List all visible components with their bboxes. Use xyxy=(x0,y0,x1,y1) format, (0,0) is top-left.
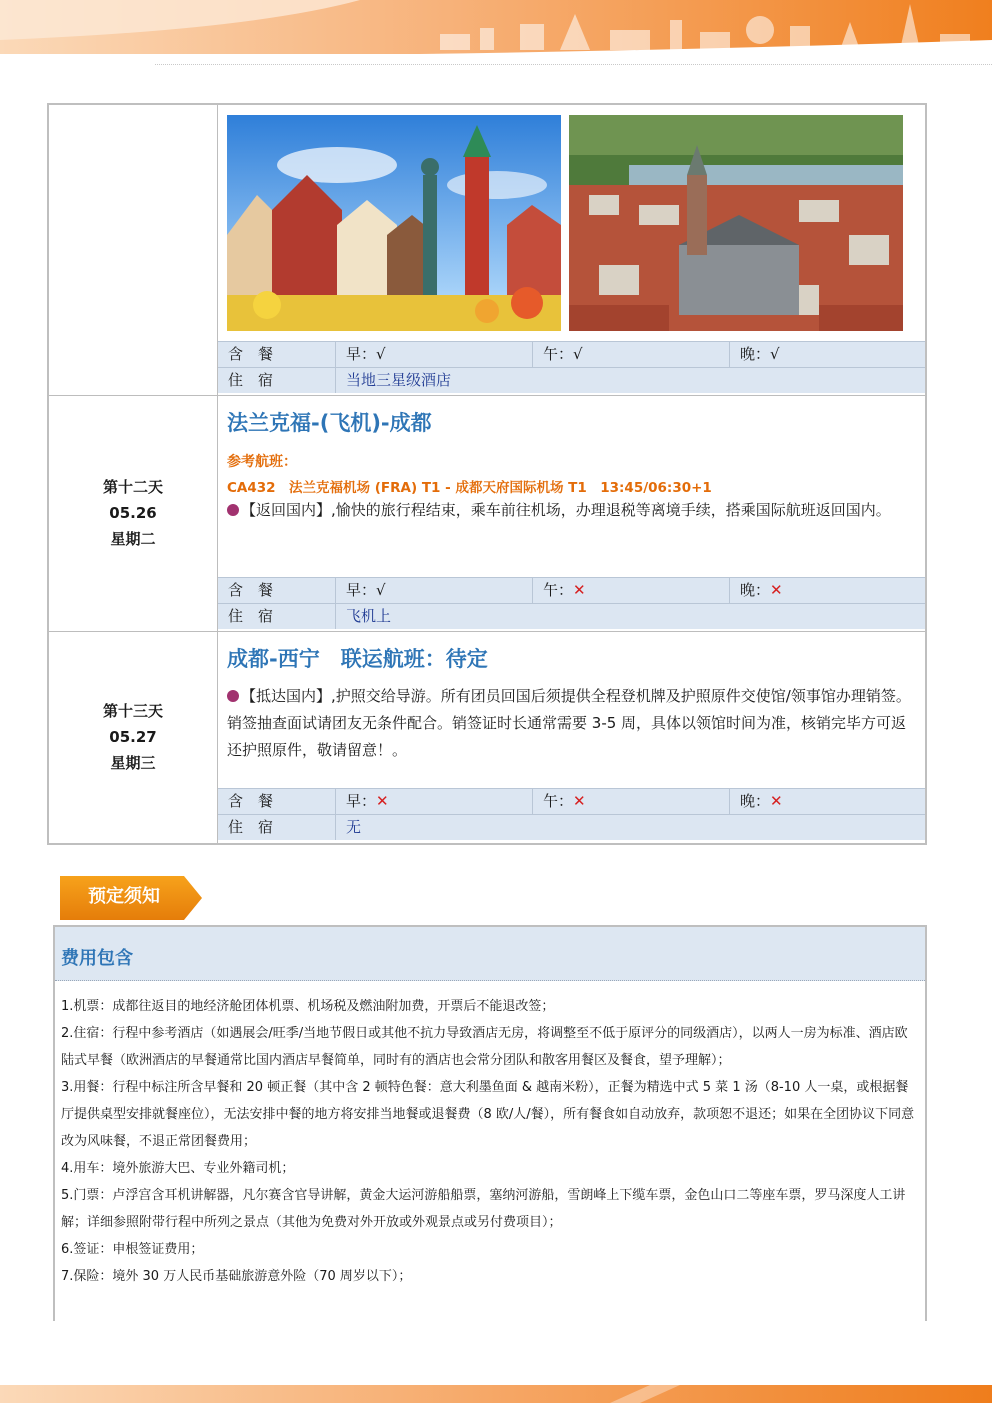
stay-value: 无 xyxy=(346,818,362,836)
stay-value: 飞机上 xyxy=(346,607,392,625)
meal-row xyxy=(218,341,925,367)
fee-item: 3.用餐：行程中标注所含早餐和 20 顿正餐（其中含 2 顿特色餐：意大利墨鱼面 & 越南米粉），正餐为精选中式 5 菜 1 汤（8-10 人一桌，或根据餐厅提供桌型安排就餐座位），无法安排中餐的地方将安排当地餐或退餐费（8 欧/人/餐），所有餐食如自动放弃，款项恕不退还；如果在全团协议下同意改为风味餐，不退正常团餐费用； xyxy=(61,1080,915,1149)
day-weekday: 星期二 xyxy=(110,530,156,548)
meal-label: 含 餐 xyxy=(218,578,336,603)
bullet-icon xyxy=(227,690,239,702)
stay-row xyxy=(218,367,925,393)
day-number: 第十二天 xyxy=(102,478,163,496)
fee-item: 4.用车：境外旅游大巴、专业外籍司机； xyxy=(61,1161,295,1176)
fee-item: 2.住宿：行程中参考酒店（如遇展会/旺季/当地节假日或其他不抗力导致酒店无房，将调整至不低于原评分的同级酒店），以两人一房为标准、酒店欧陆式早餐（欧洲酒店的早餐通常比国内酒店早餐简单，同时有的酒店也会常分团队和散客用餐区及餐食，望予理解）； xyxy=(61,1026,908,1068)
fee-item: 7.保险：境外 30 万人民币基础旅游意外险（70 周岁以下）； xyxy=(61,1269,412,1284)
lunch-cell: 午：√ xyxy=(533,342,730,367)
flight-label: 参考航班： xyxy=(227,454,297,470)
stay-value: 当地三星级酒店 xyxy=(346,371,452,389)
meal-label: 含 餐 xyxy=(218,789,336,814)
itinerary-table xyxy=(47,103,927,845)
photo-heidelberg xyxy=(569,115,903,331)
photo-frankfurt-roemer xyxy=(227,115,561,331)
desc-tag: 【返回国内】 xyxy=(241,501,332,519)
day-cell-12 xyxy=(49,395,218,631)
itinerary-row-day12 xyxy=(49,395,925,632)
check-icon: √ xyxy=(376,581,386,599)
day-description xyxy=(227,683,917,764)
day-description xyxy=(227,497,917,524)
bullet-icon xyxy=(227,504,239,516)
day-date: 05.26 xyxy=(109,504,157,522)
cross-icon: ✕ xyxy=(573,581,586,599)
cross-icon: ✕ xyxy=(376,792,389,810)
cross-icon: ✕ xyxy=(573,792,586,810)
dinner-cell: 晚：✕ xyxy=(740,792,783,810)
day-title: 成都-西宁 联运航班：待定 xyxy=(227,647,488,671)
fee-list xyxy=(61,993,919,1290)
fee-title: 费用包含 xyxy=(61,948,133,969)
header-divider xyxy=(155,64,992,65)
day-cell-13 xyxy=(49,631,218,843)
stay-row xyxy=(218,814,925,840)
meal-row xyxy=(218,788,925,814)
fee-item: 6.签证：申根签证费用； xyxy=(61,1242,204,1257)
fee-section xyxy=(53,925,927,1321)
fee-item: 1.机票：成都往返目的地经济舱团体机票、机场税及燃油附加费，开票后不能退改签； xyxy=(61,999,555,1014)
footer-banner xyxy=(0,1381,992,1403)
meal-label: 含 餐 xyxy=(218,342,336,367)
lunch-cell: 午：✕ xyxy=(533,578,730,603)
breakfast-cell: 早：✕ xyxy=(336,789,533,814)
cross-icon: ✕ xyxy=(770,792,783,810)
notice-title: 预定须知 xyxy=(88,886,160,907)
desc-text: ,愉快的旅行程结束，乘车前往机场，办理退税等离境手续，搭乘国际航班返回国内。 xyxy=(331,501,891,519)
breakfast-cell: 早：√ xyxy=(336,578,533,603)
lunch-cell: 午：✕ xyxy=(533,789,730,814)
dinner-cell: 晚：✕ xyxy=(740,581,783,599)
stay-label: 住 宿 xyxy=(218,604,336,629)
stay-label: 住 宿 xyxy=(218,815,336,840)
cross-icon: ✕ xyxy=(770,581,783,599)
desc-text: ,护照交给导游。所有团员回国后须提供全程登机牌及护照原件交使馆/领事馆办理销签。销签抽查面试请团友无条件配合。销签证时长通常需要 3-5 周，具体以领馆时间为准，核销完毕方可返还护照原件，敬请留意！。 xyxy=(227,687,911,759)
day-cell-empty xyxy=(49,105,218,395)
day-weekday: 星期三 xyxy=(110,754,156,772)
day-date: 05.27 xyxy=(109,728,157,746)
desc-tag: 【抵达国内】 xyxy=(241,687,332,705)
stay-row xyxy=(218,603,925,629)
day-number: 第十三天 xyxy=(102,702,163,720)
flight-info: CA432 法兰克福机场 (FRA) T1 - 成都天府国际机场 T1 13:45/06:30+1 xyxy=(227,480,712,496)
breakfast-cell: 早：√ xyxy=(336,342,533,367)
day-title: 法兰克福-(飞机)-成都 xyxy=(227,411,432,435)
dinner-cell: 晚：√ xyxy=(740,345,780,363)
header-banner xyxy=(0,0,992,54)
itinerary-row-day13 xyxy=(49,631,925,843)
fee-header xyxy=(55,927,925,981)
itinerary-row-day11 xyxy=(49,105,925,396)
meal-row xyxy=(218,577,925,603)
stay-label: 住 宿 xyxy=(218,368,336,393)
fee-item: 5.门票：卢浮宫含耳机讲解器，凡尔赛含官导讲解，黄金大运河游船船票，塞纳河游船，雪朗峰上下缆车票，金色山口二等座车票，罗马深度人工讲解；详细参照附带行程中所列之景点（其他为免费对外开放或外观景点或另付费项目）； xyxy=(61,1188,906,1230)
